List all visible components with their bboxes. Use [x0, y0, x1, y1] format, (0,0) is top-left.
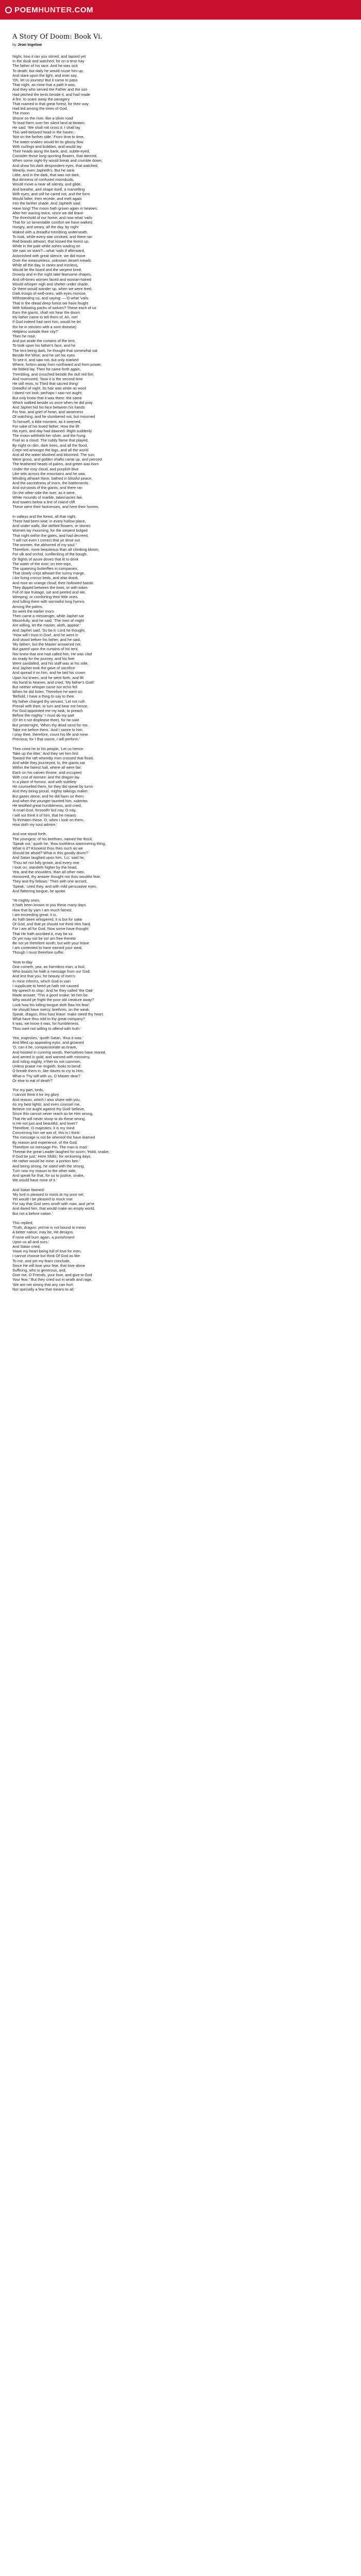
poem-byline	[12, 42, 349, 47]
poem-title: A Story Of Doom: Book Vi.	[12, 33, 103, 41]
poem-content	[0, 20, 361, 1292]
site-header	[0, 0, 361, 20]
logo-icon	[5, 7, 12, 13]
poem-body: Night, how it ran you stirred, and lapsed yet In the dusk and watched; for on a time hay The father of his race. And he was sick To death; but daily he would rouse him up, And stare upon the light, and ever say, 'Oh, let us journey! But it came to pass That night, as mine that a path it was, And they who served the Father and the son Had pitched the tents beside it, and had made A fire, to scare away the savagery That roamed in that great forest, for their way Had led among the trees of God. The moon Shone on the river, like a silver road To lead them over her silent land at beaten, He said, 'We shall not cross it: I shall lay This well-beloved head in the haven,- 'Not on the farther side.' From time to time, The water-snakes would let its glossy flow With curlings and bubbles, and would lay Their heads along the bank, and, subtle-eyed, Consider those long-sporting flowers, that danced, When some night-fry would break and crumble down; And show his dark despondent eyes, that watched, Wearily, even Japheth's. But he sank Little, and in the dark, that was not dark, But dimness of confused moonbuds, Would move a-near all silently, and glide, And breathe, and shape itself, a marvelling With eyes; and still he cared not, and the form Would falter, then recede, and melt again Into the farther shade. And Japheth said: Have long! The moon hath grown again in heaven, After her waning twice, since we did leave The threshold of our home; and now what 'vails That for so lamentable comfort we have walked, Hungry, and weary, all the day, by night Waked with a dreadful trembling underneath, To look, while every star smoked, and there ran Red brands athwart, that kissed the forest up, While in the pale white ashes wading on We saw no stars?—what 'vails if afterward, Astonished with great silence, we did move Over the measureless, unknown desert meads While all the day, in ranks and ironless, Would lie the lizard and the serpent bred, Drowsy and in the night take fearsome shapes, And oft-times women faced and woman-haired Would whisper nigh and shelter under shade, Or there would wander up, when we were tired, Dark troops of wolf-ones, with eyes morose, Withstanding us, and saying: —'O what 'vails That in the dread deep forest we have fought With following packs of wolves? These each of us Earn the giants, shall not hear the doom My father came to tell them of. Ah, me! If God indeed had sent him, would he let Ifor he in stricken with a sore disease) Helpless outside their city?' Then he rose, And put aside the curtains of the tent, To look upon his father's face, and he The tent being dark, he thought that somewhat sat Beside the Wise; and he set his eyes To see it, and saw not, but only marked Where, forlorn away from northward and from power, He folded lay. Then he came forth again, Trembling, and crouched beside the dull red fire; And murmured, 'Now it is the second time He still rests, to Third that sacred thing! Dreadful of night. Its hair was white as wool: I dared not look; perhaps I saw not aught; But only knew that it was there: the same Which walked beside us once when he did pray And Japhet hid his face between his hands For fear, and grief of heart, and weariness Of watching; and he slumbered not, but mourned To himself, a little moment, as it seemed, For sake of his loved father; How the lift His eyes, and day had dawned. Right suddenly The moon withheld her silver, and the hung Frail as a cloud. The ruddy flame that played, By night on dim, dark trees, and all the flood, Crept red amongst the logs, and all the world And all the water blushed and bloomed. The sun, Were gross, and golden shafts came up, and pierced The feathered heads of palms, and green was born Under the rosy cloud, and purplish blue Like wits across the mountains and he saw, Winding athwart them, bathed in blissful peace, And the sacredness of morn, the battlements And out-posts of the giants; and there ran On the other side the river, as it were, White mounds of marble, tabernacles fair, And towers below a line of inland cliff. These were their fastnesses, and here their homes. In valleys and the forest, all that night, There had been woe; in every hollow place, And under walls, like defiled flowers, or stones Women lay mourning, for the serpent bulged That night within the gates, and had decreed, "I will not even I correct that ye drive out The women, the abhorred of my soul." Therefore, more beauteous than all climbing bloom, For ulk and orchid, sunflecking of the bough, Or flights of azure doves that lit to drink The water of the river; on tree-tops, The spawning butterflies in companies, That slowly crept athwart the sunny marge, Like living crocus beds, and also drank, And rose an orange cloud; their hollowed hands They dipped between the lines, or with tokes Full of ripe fruitage, sat and peeled and ate, Weeping; or comforting their little ones, And lulling them with sorrowful long hymns Among the palms. So went the earlier morn. Then came a messenger, while Japhet sat Mournfully, and he said, 'The men of might Are willing, let the master, aloth, appear.' And Japhet said, 'So be it: Lord he thought, "How will I trust in God', and he went in And stood before his father, and he said, 'My father!, but the Master answered not. But gazed upon the curtains of his tent, Nor knew that one had called him. He was clad As ready for the journey, and his feet Were sandalled, and his staff was at his side, And Japhet took the gave of sacrifice And spread it on him, and he laid his crown Upon his knees, and he went forth, and lift His hand to heaven, and cried, 'My father's God!' But neither whisper came nor echo fell When he did listen. Therefore he went on: 'Behold, I have a thing to say to thee. My father charged thy servant, 'Let not ruth Prevail with thee, to turn and bear me hence, For God appointed me my task, to preach Before the mighty.' I must do my part (O! let it not displease thee), for he said But yesternight, 'When thy dead send for me, Take me before them.' And I swore to him. I pray thee, therefore, count his life and mine Precious; for I that swore, I will perform.' Then cried he to his people, 'Let us hence: Take up the litter.' And they set him first Toward the raft whereby men crossed that flood. And while they journeyed, lo, the giants sat Within the fairest hall, where all were fair: Each on his carven throne, and occupied With cost of women: and the dragon lay In a place of honour, and with subtlety He counselled them, for they did speak by turns And they being proud, mighty talkings maker. But gazes alone; and he did fawn on them. And when the younger taunted him, submiss He testified great humbleness, and cried, 'A cruel God, forsooth! but nay, O nay, I will not think it of him, that he means To threaten these. O, when I look on them, How doth my soul admire.' And one stood forth, The youngest; of his brethren, named the Rock, 'Speak out,' quoth he, 'thou toothless stammering thing, What is it? Knowest thou then such as we Should be afraid? What is this goodly doom?' And Satan laughed upon him, 'Lo,' said he, 'Thou art not fully grown, and every one I look on, standeth higher by the head, Yea, and the shoulders, than all other men. Honoured, thy answer thought not thou wouldst fear, They and thy fellows.' Then with one accord, 'Speak,' cried they, and with mild persuasive eyes, And flattering tongue, he spoke. 'Ye mighty ones, It hath been known to you these many days How that by yam I am much famed. I am exceeding great; it is, As hath been whispered, it is but for sake Of God, and that ye should not think Him hard, For I am all for God. Now some have thought That He hath ascribed it, may be so Or yet may not be so! am free thereto Be not ye therefore wroth; but with your leave I am contented to have earned your weal, Though I must therefore suffer. 'Now to-day One cometh, yea, an harmless man, a fool, Who boasts he hath a message from our God; And lest that you, for beauty of men's In mine informs, which God in vain I supplicate to heed ye hath not caused My speech to stop.' And he they called 'the Oak' Made answer, 'This a good snake; let him be. Why would ye fright the poor old creature away? Look how his lolling-tongue doth flaw his fear! He should have mercy, brethren, on the weak. Speak, dragon, thou hast leave: make steed thy heart. What have thou told to thy great company? It was, we know it was, for humbleness, Thou wert not willing to offend with truth.' Yea, majesties,' quoth Satan, 'thus it was.' And lifted up appealing eyes, and groaned 'O, can it be, compassionate as brave, And hoisted in cunning words, themselves have reared, And armed in gold, and warned with misnomy, And ruling mighty, n'ther tis not common, Unless praise me ringeith, looks to bend: O breath them in, like slaves to cry to Him, What is Thy will with us, O Master dear? Or else to eat of death?' 'For my part, lords, I cannot think it for my glory And reason, which I also share with you, As my best lights; and even counsel me, Believe not aught against thy God! believe, Since this cannot never reach so be Him wrong, That He will never stoop to do these wrong. Is He not just and beautiful, and lover? Therefore, O majesties, it is my mind Concerning him we wot of, this is I think: The message is not be whereof the have learned By reason and experience, of the God. Therefore no message Pin. The man is mad.' Thereat the great Leader laughed for scorn, 'Hold, snake; If God be just,' Here Shills,' for reckoning days, He rather would be mine: a portion ben.' And being strong, he sided with the strong, Turn now my reason to the other side, And speak for that, for so to justice, snake, We would have none of it.' And Satan fawned: 'My lord is pleased to mock at my poor wit; Yet would I be pleased to mock mat For say that God sees wroth with man, and ye're And dared him, that would make an empty world, But not a before nation.' This replied, 'Truth, dragon; yet'me is not bound to mean A better nation; may be, He designs, If none will burn again, a punishment Upon us all and ours.' And Satan cried, 'Have my heart being full of love for men, I cannot choose but think Of God as like To me, and yet my fears conclude, Since He will love your fear, that love alone Sufficing, who is generous, and, Give me, O Friends, your love, and give to God Your fear." But they cried out in wrath and rage, 'We are not strong that any can hurt. Nor specially a few that means to all.'	[12, 54, 109, 1292]
site-logo[interactable]	[5, 6, 93, 14]
logo-text-part1: POEM	[14, 5, 39, 14]
byline-label: by	[12, 42, 17, 47]
author-link[interactable]: Jean Ingelow	[18, 42, 42, 47]
logo-text-suffix: .COM	[72, 5, 93, 14]
logo-text-part2: HUNTER	[38, 5, 72, 14]
